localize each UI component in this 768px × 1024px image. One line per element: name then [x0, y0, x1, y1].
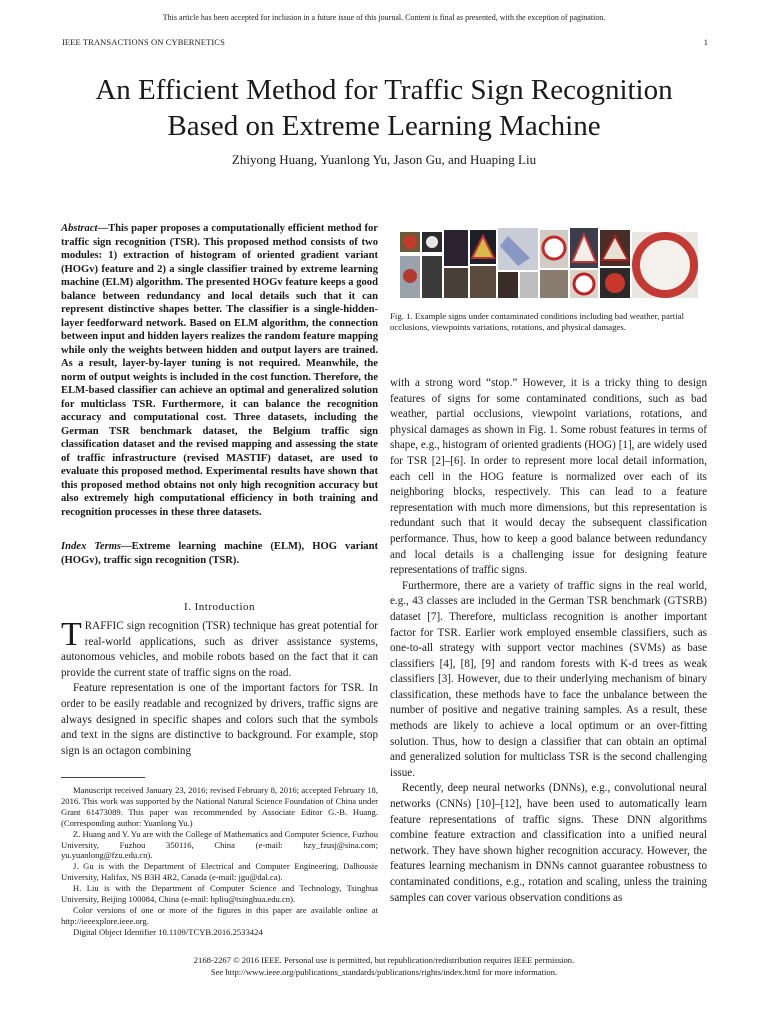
- right-column-body: [390, 376, 707, 906]
- journal-name: IEEE TRANSACTIONS ON CYBERNETICS: [62, 37, 225, 47]
- sign-samples-image: [400, 228, 700, 298]
- page-number: 1: [703, 37, 708, 47]
- sign-thumb-11: [520, 272, 538, 298]
- sign-thumb-13: [540, 270, 568, 298]
- footnote-liu: H. Liu is with the Department of Computer Science and Technology, Tsinghua University, Beijing 100084, China (e-mail: hpliu@tsinghua.edu.cn).: [61, 883, 378, 905]
- abstract: [61, 222, 378, 519]
- sign-thumb-17-disc: [605, 273, 625, 293]
- index-terms: [61, 540, 378, 567]
- sign-thumb-15-disc: [574, 274, 594, 294]
- paper-title: [40, 72, 728, 144]
- right-paragraph-3: Recently, deep neural networks (DNNs), e.g., convolutional neural networks (CNNs) [10]–[12], have been used to automatically learn feature representations of traffic signs. These DNN algorithms combine feature extraction and classification into a unified neural network. They have shown higher recognition accuracy. However, the features learning mechanism in DNNs cannot guarantee robustness to contaminated conditions, e.g., rotation and scaling, unless the training samples can cover various observation conditions as: [390, 782, 707, 904]
- abstract-text: —This paper proposes a computationally efficient method for traffic sign recognition (TSR). This proposed method consists of two modules: 1) extraction of histogram of oriented gradient variant (HOGv) feature and 2) a single classifier trained by extreme learning machine (ELM) algorithm. The presented HOGv feature keeps a good balance between redundancy and local details such that it can represent distinctive shapes better. The classifier is a single-hidden-layer feedforward network. Based on ELM algorithm, the connection between input and hidden layers realizes the random feature mapping while only the weights between hidden and output layers are trained. As a result, layer-by-layer tuning is not required. Meanwhile, the norm of output weights is included in the cost function. Therefore, the ELM-based classifier can achieve an optimal and generalized solution for multiclass TSR. Furthermore, it can balance the recognition accuracy and computational cost. Three datasets, including the German TSR benchmark dataset, the Belgium traffic sign classification dataset and the revised mapping and assessing the state of traffic infrastructure (revised MASTIF) dataset, are used to evaluate this proposed method. Experimental results have shown that this proposed method obtains not only high recognition accuracy but also extremely high computational efficiency in both training and recognition processes in these three datasets.: [61, 223, 378, 518]
- sign-thumb-3-disc: [403, 269, 417, 283]
- intro-paragraph-1: [61, 616, 378, 681]
- drop-cap: T: [61, 616, 82, 653]
- abstract-label: Abstract: [61, 223, 98, 234]
- footnotes: [61, 785, 378, 938]
- footnote-divider: [61, 777, 145, 778]
- figure-example-signs: [400, 228, 700, 298]
- footnote-color: Color versions of one or more of the figures in this paper are available online at http://ieeexplore.ieee.org.: [61, 904, 378, 926]
- footnote-gu: J. Gu is with the Department of Electrical and Computer Engineering, Dalhousie University, Halifax, NS B3H 4R2, Canada (e-mail: jgu@dal.ca).: [61, 861, 378, 883]
- sign-thumb-4: [422, 256, 442, 298]
- sign-thumb-8: [470, 266, 496, 298]
- title-line-2: Based on Extreme Learning Machine: [167, 110, 601, 142]
- figure-caption: Fig. 1. Example signs under contaminated conditions including bad weather, partial occlusions, viewpoints variations, rotations, and physical damages.: [390, 311, 685, 333]
- section-heading-introduction: I. Introduction: [183, 601, 256, 613]
- intro-paragraph-2: Feature representation is one of the important factors for TSR. In order to be easily readable and recognized by drivers, traffic signs are always designed in specific shapes and colors such that the symbols and text in the signs are distinctive to background. For example, stop sign is an octagon combining: [61, 682, 378, 757]
- sign-thumb-18-disc: [636, 236, 694, 294]
- sign-thumb-6: [444, 268, 468, 298]
- rights-info-line: See http://www.ieee.org/publications_standards/publications/rights/index.html for more information.: [210, 967, 558, 977]
- sign-thumb-1-disc: [403, 235, 417, 249]
- intro-paragraph-1-text: RAFFIC sign recognition (TSR) technique has great potential for real-world applications, such as driver assistance systems, autonomous vehicles, and mobile robots based on the fact that it can provide the current state of traffic signs on the road.: [61, 620, 378, 679]
- copyright-line: 2168-2267 © 2016 IEEE. Personal use is permitted, but republication/redistribution requires IEEE permission.: [193, 955, 575, 965]
- sign-thumb-10: [498, 272, 518, 298]
- index-terms-text: —Extreme learning machine (ELM), HOG variant (HOGv), traffic sign recognition (TSR).: [61, 541, 378, 566]
- right-paragraph-2: Furthermore, there are a variety of traffic signs in the real world, e.g., 43 classes are included in the German TSR benchmark (GTSRB) dataset [7]. Therefore, multiclass recognition is another important factor for TSR. Earlier work employed ensemble classifiers, such as one-to-all strategy with support vector machines (SVMs) as base classifiers [4], [8], [9] and random forests with K-d trees as weak classifiers [3]. However, due to their underlying mechanism of binary classification, these methods have to face the unbalance between the number of positive and negative training samples. As a result, these methods are likely to achieve a local optimum or an over-fitting solution. Thus, how to design a classifier that can obtain an optimal and generalized solution for multiclass TSR is the second challenging issue.: [390, 579, 707, 779]
- footnote-doi: Digital Object Identifier 10.1109/TCYB.2016.2533424: [73, 926, 263, 937]
- introduction-body: [61, 616, 378, 759]
- sign-thumb-5: [444, 230, 468, 266]
- right-paragraph-1: with a strong word “stop.” However, it is a tricky thing to design features of signs for some contaminated conditions, such as bad weather, partial occlusions, viewpoint variations, rotations, and physical damages as shown in Fig. 1. Some robust features in terms of shape, e.g., histogram of oriented gradients (HOG) [1], are widely used for TSR [2]–[6]. In order to represent more local detail information, each cell in the HOG feature is normalized over each of its neighboring blocks, respectively. This can lead to a feature representation with much more dimensions, but this representation is redundant such that it would decay the subsequent classification performance. Thus, how to keep a good balance between redundancy and local details is a challenging issue for designing feature representations of traffic signs.: [390, 377, 707, 577]
- sign-thumb-12-disc: [543, 237, 565, 259]
- acceptance-note: This article has been accepted for inclusion in a future issue of this journal. Content is final as presented, with the exception of pagination.: [162, 13, 606, 22]
- footnote-huang-yu: Z. Huang and Y. Yu are with the College of Mathematics and Computer Science, Fuzhou University, Fuzhou 350116, China (e-mail: hzy_fzusj@sina.com; yu.yuanlong@fzu.edu.cn).: [61, 828, 378, 861]
- footnote-manuscript: Manuscript received January 23, 2016; revised February 8, 2016; accepted February 18, 2016. This work was supported by the National Natural Science Foundation of China under Grant 61473089. This paper was recommended by Associate Editor G.-B. Huang. (Corresponding author: Yuanlong Yu.): [61, 785, 378, 828]
- sign-thumb-2-disc: [426, 236, 438, 248]
- author-list: Zhiyong Huang, Yuanlong Yu, Jason Gu, and Huaping Liu: [231, 152, 537, 167]
- title-line-1: An Efficient Method for Traffic Sign Recognition: [95, 74, 673, 106]
- index-terms-label: Index Terms: [61, 541, 122, 552]
